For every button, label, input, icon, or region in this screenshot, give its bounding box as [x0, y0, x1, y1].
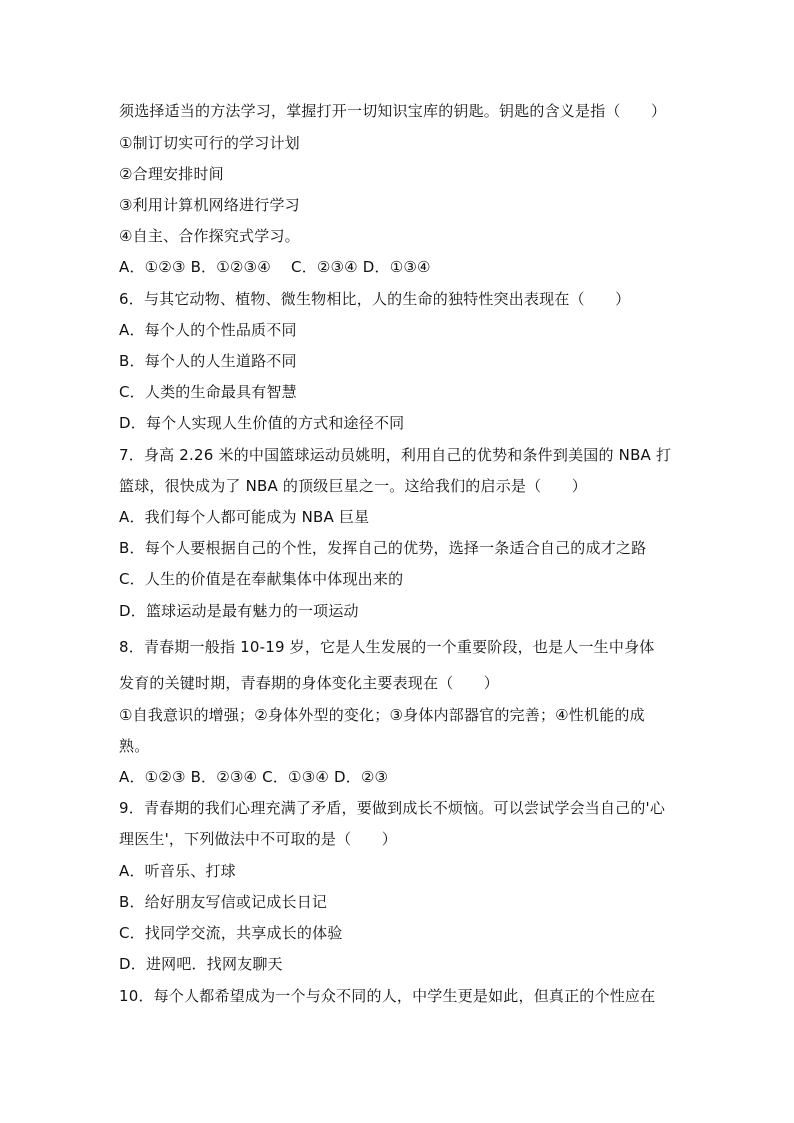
q9-option-c: C．找同学交流，共享成长的体验 [119, 924, 343, 942]
q7-option-c: C．人生的价值是在奉献集体中体现出来的 [119, 570, 404, 588]
q10-stem-line-1: 10．每个人都希望成为一个与众不同的人，中学生更是如此，但真正的个性应在 [119, 987, 656, 1005]
q5-item-2: ②合理安排时间 [119, 165, 224, 183]
q5-item-3: ③利用计算机网络进行学习 [119, 196, 300, 214]
q9-option-a: A．听音乐、打球 [119, 862, 236, 880]
q7-stem-line-1: 7．身高 2.26 米的中国篮球运动员姚明，利用自己的优势和条件到美国的 NBA 打 [119, 446, 672, 464]
q8-stem-line-2: 发育的关键时期，青春期的身体变化主要表现在（ ） [119, 674, 500, 692]
q8-items-line-2: 熟。 [119, 737, 150, 755]
q6-option-c: C．人类的生命最具有智慧 [119, 383, 297, 401]
q6-option-d: D．每个人实现人生价值的方式和途径不同 [119, 414, 405, 432]
q9-stem-line-2: 理医生'，下列做法中不可取的是（ ） [119, 830, 397, 848]
q5-item-4: ④自主、合作探究式学习。 [119, 227, 300, 245]
q5-item-1: ①制订切实可行的学习计划 [119, 134, 300, 152]
q6-option-a: A．每个人的个性品质不同 [119, 321, 297, 339]
q6-stem: 6．与其它动物、植物、微生物相比，人的生命的独特性突出表现在（ ） [119, 290, 631, 308]
q8-stem-line-1: 8．青春期一般指 10-19 岁，它是人生发展的一个重要阶段，也是人一生中身体 [119, 638, 655, 656]
q7-option-b: B．每个人要根据自己的个性，发挥自己的优势，选择一条适合自己的成才之路 [119, 539, 647, 557]
q8-items-line-1: ①自我意识的增强；②身体外型的变化；③身体内部器官的完善；④性机能的成 [119, 706, 645, 724]
q9-option-d: D．进网吧．找网友聊天 [119, 955, 283, 973]
q7-stem-line-2: 篮球，很快成为了 NBA 的顶级巨星之一。这给我们的启示是（ ） [119, 477, 587, 495]
q5-options: A．①②③ B．①②③④ C．②③④ D．①③④ [119, 258, 431, 276]
q9-stem-line-1: 9．青春期的我们心理充满了矛盾，要做到成长不烦恼。可以尝试学会当自己的'心 [119, 799, 666, 817]
q7-option-d: D．篮球运动是最有魅力的一项运动 [119, 602, 359, 620]
q5-stem-continued: 须选择适当的方法学习，掌握打开一切知识宝库的钥匙。钥匙的含义是指（ ） [119, 102, 667, 120]
q7-option-a: A．我们每个人都可能成为 NBA 巨星 [119, 508, 370, 526]
q8-options: A．①②③ B．②③④ C．①③④ D．②③ [119, 768, 389, 786]
q6-option-b: B．每个人的人生道路不同 [119, 352, 297, 370]
q9-option-b: B．给好朋友写信或记成长日记 [119, 893, 328, 911]
